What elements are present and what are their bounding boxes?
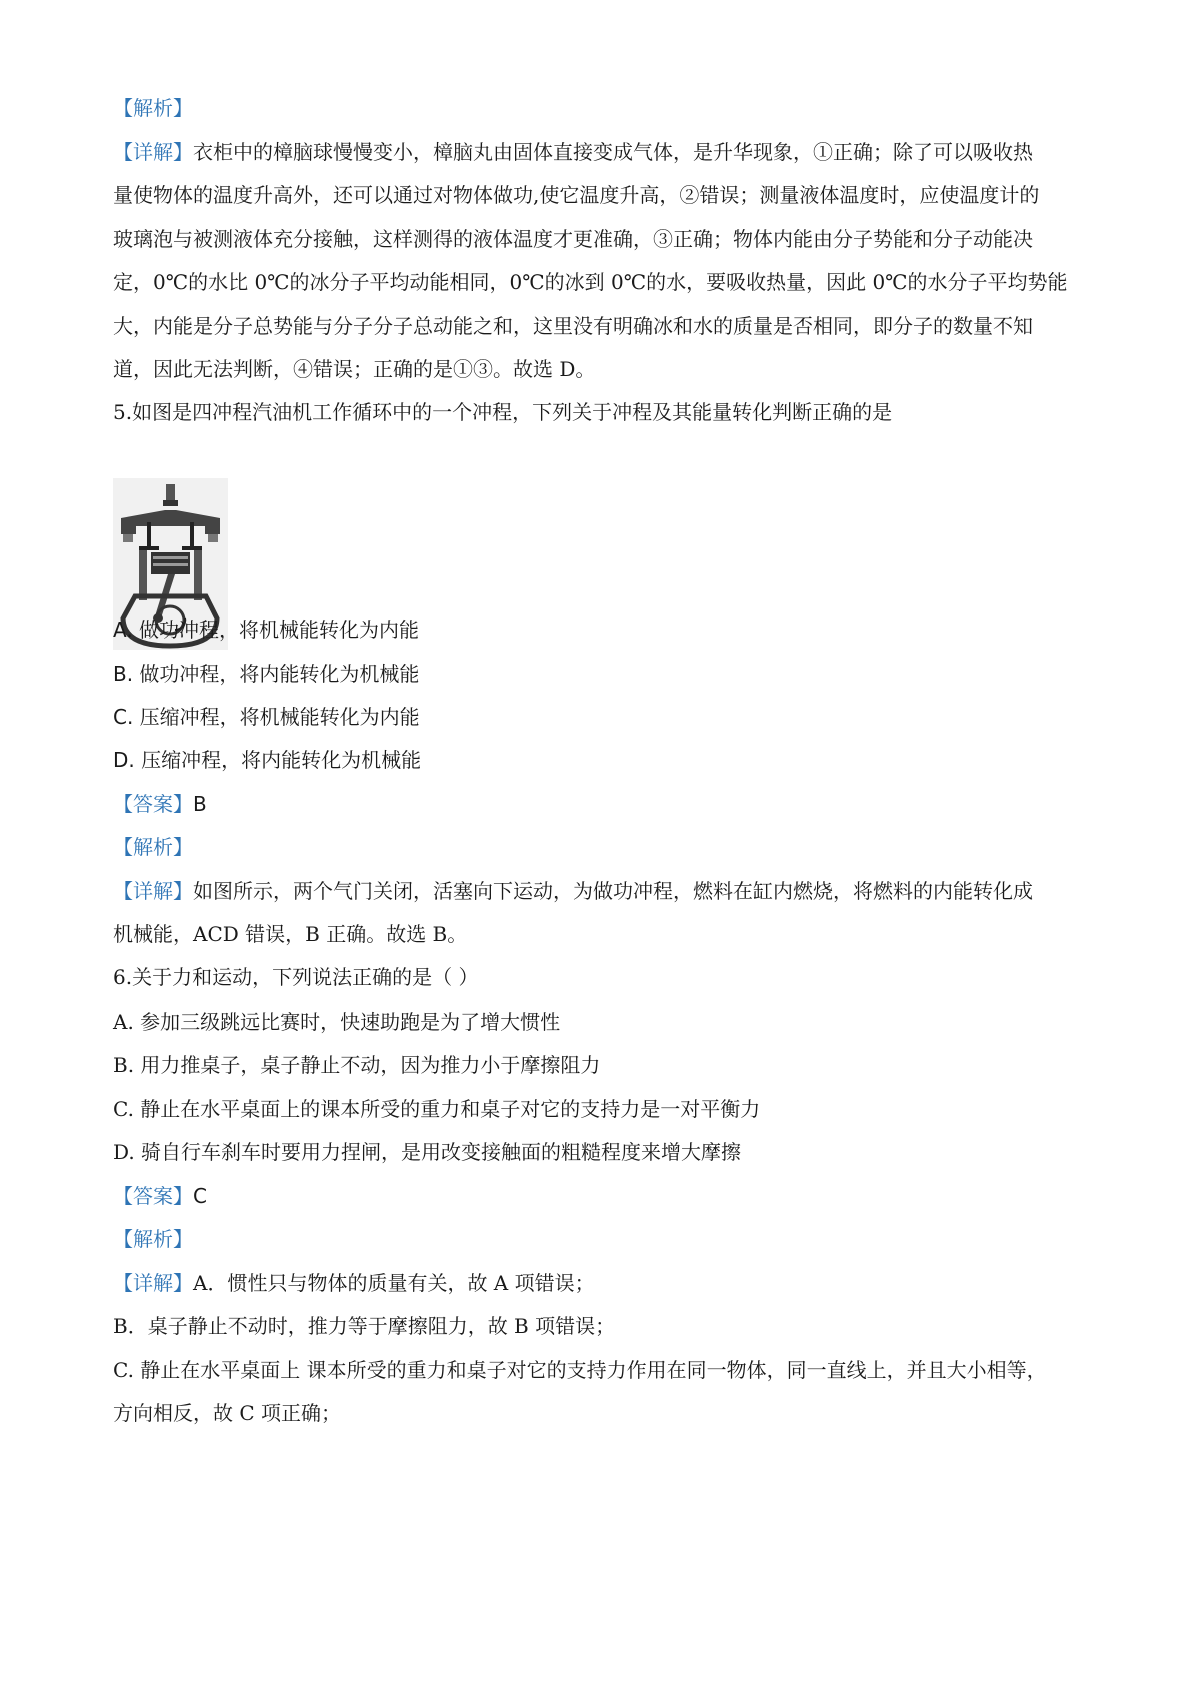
- detail-tag: 【详解】: [113, 140, 193, 164]
- option-c: C. 静止在水平桌面上的课本所受的重力和桌子对它的支持力是一对平衡力: [113, 1097, 761, 1121]
- option-c: C. 压缩冲程，将机械能转化为内能: [113, 705, 420, 729]
- detail-line: 【详解】A．惯性只与物体的质量有关，故 A 项错误；: [113, 1271, 595, 1295]
- detail-line: C. 静止在水平桌面上 课本所受的重力和桌子对它的支持力作用在同一物体，同一直线上，并且大小相等，: [113, 1358, 1047, 1382]
- detail-line: 定，0℃的水比 0℃的冰分子平均动能相同，0℃的冰到 0℃的水，要吸收热量，因此 0℃的水分子平均势能: [113, 270, 1068, 294]
- answer-tag: 【答案】: [113, 792, 193, 816]
- answer-value: B: [193, 792, 207, 816]
- answer-line: [113, 1182, 207, 1210]
- option-b: B. 用力推桌子，桌子静止不动，因为推力小于摩擦阻力: [113, 1053, 601, 1077]
- option-d: D. 压缩冲程，将内能转化为机械能: [113, 748, 422, 772]
- detail-line: 机械能，ACD 错误，B 正确。故选 B。: [113, 922, 468, 946]
- detail-line: 【详解】衣柜中的樟脑球慢慢变小，樟脑丸由固体直接变成气体，是升华现象，①正确；除了可以吸收热: [113, 140, 1033, 164]
- answer-value: C: [193, 1184, 207, 1208]
- option-a: A. 参加三级跳远比赛时，快速助跑是为了增大惯性: [113, 1010, 561, 1034]
- option-a: A. 做功冲程，将机械能转化为内能: [113, 618, 420, 642]
- option-b: B. 做功冲程，将内能转化为机械能: [113, 662, 420, 686]
- question-5-stem: 5.如图是四冲程汽油机工作循环中的一个冲程，下列关于冲程及其能量转化判断正确的是: [113, 400, 893, 424]
- analysis-heading: 【解析】: [113, 1227, 193, 1251]
- detail-line: 【详解】如图所示，两个气门关闭，活塞向下运动，为做功冲程，燃料在缸内燃烧，将燃料的内能转化成: [113, 879, 1033, 903]
- question-6-stem: 6.关于力和运动，下列说法正确的是（ ）: [113, 965, 479, 989]
- detail-tag: 【详解】: [113, 1271, 193, 1295]
- analysis-heading: 【解析】: [113, 835, 193, 859]
- detail-line: 道，因此无法判断，④错误；正确的是①③。故选 D。: [113, 357, 596, 381]
- answer-tag: 【答案】: [113, 1184, 193, 1208]
- detail-line: 玻璃泡与被测液体充分接触，这样测得的液体温度才更准确，③正确；物体内能由分子势能和分子动能决: [113, 227, 1033, 251]
- detail-tag: 【详解】: [113, 879, 193, 903]
- answer-line: [113, 790, 207, 818]
- detail-line: 量使物体的温度升高外，还可以通过对物体做功,使它温度升高，②错误；测量液体温度时，应使温度计的: [113, 183, 1040, 207]
- analysis-heading: 【解析】: [113, 96, 193, 120]
- detail-line: 方向相反，故 C 项正确；: [113, 1401, 342, 1425]
- option-d: D. 骑自行车刹车时要用力捏闸，是用改变接触面的粗糙程度来增大摩擦: [113, 1140, 742, 1164]
- detail-line: B．桌子静止不动时，推力等于摩擦阻力，故 B 项错误；: [113, 1314, 616, 1338]
- detail-line: 大，内能是分子总势能与分子分子总动能之和，这里没有明确冰和水的质量是否相同，即分子的数量不知: [113, 314, 1033, 338]
